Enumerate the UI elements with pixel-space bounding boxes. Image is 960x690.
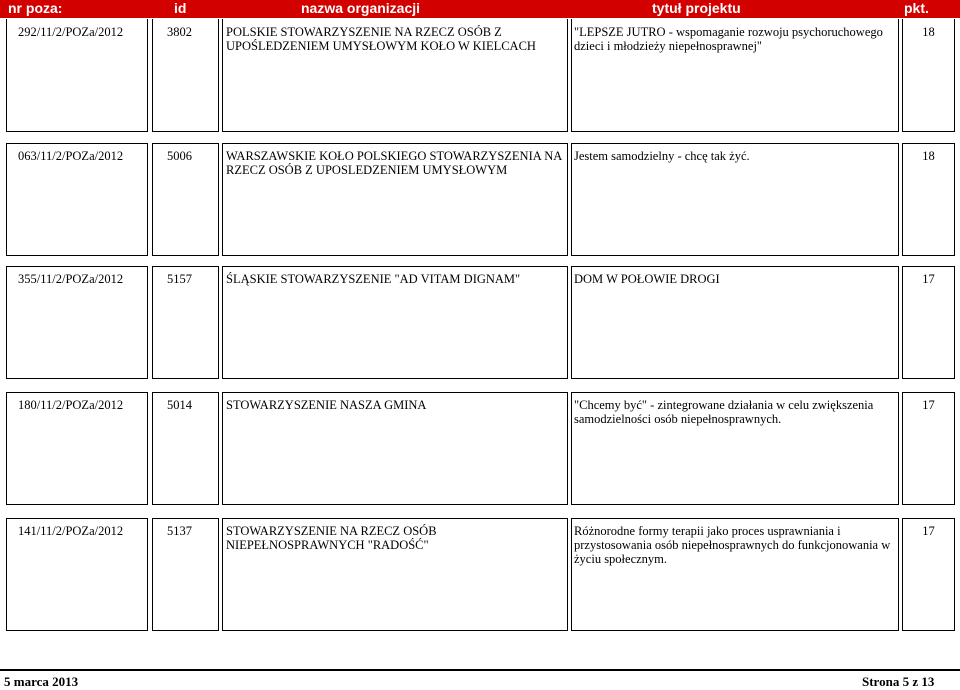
cell-nr-poza: 063/11/2/POZa/2012	[18, 149, 124, 163]
cell-pkt: 17	[922, 524, 935, 538]
cell-tytul: Różnorodne formy terapii jako proces usprawniania i przystosowania osób niepełnosprawnych do funkcjonowania w życiu społecznym.	[574, 524, 891, 566]
table-row	[6, 143, 955, 256]
cell-id: 3802	[167, 25, 192, 39]
footer-date: 5 marca 2013	[4, 674, 79, 689]
cell-organizacja: WARSZAWSKIE KOŁO POLSKIEGO STOWARZYSZENIA NA RZECZ OSÓB Z UPOSLEDZENIEM UMYSŁOWYM	[226, 149, 562, 177]
cell-id: 5157	[167, 272, 192, 286]
cell-nr-poza: 141/11/2/POZa/2012	[18, 524, 124, 538]
table-row	[6, 392, 955, 505]
column-header-bar	[0, 0, 960, 18]
cell-id: 5006	[167, 149, 192, 163]
cell-tytul: Jestem samodzielny - chcę tak żyć.	[574, 149, 750, 163]
cell-nr-poza: 180/11/2/POZa/2012	[18, 398, 124, 412]
cell-tytul: DOM W POŁOWIE DROGI	[574, 272, 720, 286]
header-id: id	[174, 0, 187, 16]
cell-tytul: "Chcemy być" - zintegrowane działania w celu zwiększenia samodzielności osób niepełnosprawnych.	[574, 398, 874, 426]
cell-pkt: 18	[922, 149, 935, 163]
cell-pkt: 17	[922, 272, 935, 286]
footer-divider	[0, 669, 960, 671]
cell-pkt: 18	[922, 25, 935, 39]
cell-tytul: "LEPSZE JUTRO - wspomaganie rozwoju psychoruchowego dzieci i młodzieży niepełnosprawnej"	[574, 25, 883, 53]
cell-nr-poza: 355/11/2/POZa/2012	[18, 272, 124, 286]
table-row	[6, 266, 955, 379]
cell-nr-poza: 292/11/2/POZa/2012	[18, 25, 124, 39]
cell-id: 5014	[167, 398, 192, 412]
cell-id: 5137	[167, 524, 192, 538]
table-row	[6, 518, 955, 631]
header-nr-poza: nr poza:	[8, 0, 63, 16]
cell-organizacja: STOWARZYSZENIE NASZA GMINA	[226, 398, 427, 412]
cell-organizacja: ŚLĄSKIE STOWARZYSZENIE "AD VITAM DIGNAM"	[226, 272, 521, 286]
cell-pkt: 17	[922, 398, 935, 412]
cell-organizacja: POLSKIE STOWARZYSZENIE NA RZECZ OSÓB Z UPOŚLEDZENIEM UMYSŁOWYM KOŁO W KIELCACH	[226, 25, 536, 53]
footer-page-number: Strona 5 z 13	[862, 674, 935, 689]
table-row	[6, 19, 955, 132]
header-nazwa-organizacji: nazwa organizacji	[301, 0, 421, 16]
header-pkt: pkt.	[904, 0, 929, 16]
header-tytul-projektu: tytuł projektu	[652, 0, 741, 16]
cell-organizacja: STOWARZYSZENIE NA RZECZ OSÓB NIEPEŁNOSPRAWNYCH "RADOŚĆ"	[226, 524, 437, 552]
